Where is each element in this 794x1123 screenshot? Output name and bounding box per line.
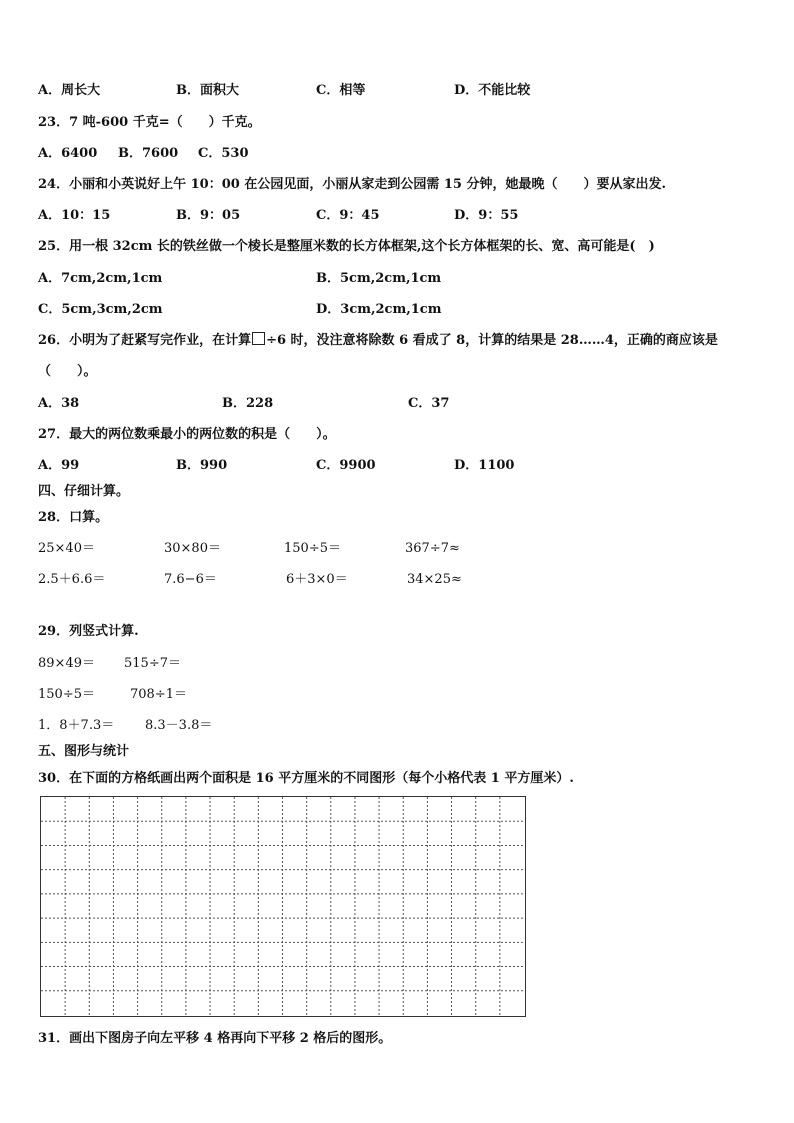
q29-r1-c1: 89×49＝ [38, 656, 95, 671]
q28-r2-c1: 2.5＋6.6＝ [38, 572, 106, 587]
q29-r1-c2: 515÷7＝ [124, 656, 181, 671]
q25-option-a[interactable]: A．7cm,2cm,1cm [38, 271, 163, 286]
q26-stem-before: 26．小明为了赶紧写完作业，在计算 [38, 333, 252, 348]
grid-lines [41, 797, 524, 1015]
q26-stem-after: ÷6 时，没注意将除数 6 看成了 8，计算的结果是 28……4，正确的商应该是 [266, 333, 718, 348]
q22-option-b[interactable]: B．面积大 [176, 83, 239, 98]
q25-option-c[interactable]: C．5cm,3cm,2cm [38, 302, 163, 317]
q26-stem-line2: （ ）。 [38, 364, 97, 379]
q29-stem: 29．列竖式计算. [38, 624, 139, 639]
q28-r1-c2: 30×80＝ [164, 541, 221, 556]
q23-option-b[interactable]: B．7600 [118, 146, 179, 161]
q27-option-a[interactable]: A．99 [38, 458, 80, 473]
q25-stem: 25．用一根 32cm 长的铁丝做一个棱长是整厘米数的长方体框架,这个长方体框架的长、宽、高可能是( ) [38, 239, 655, 254]
q27-stem: 27．最大的两位数乘最小的两位数的积是（ ）。 [38, 427, 336, 442]
q28-r2-c2: 7.6−6＝ [164, 572, 217, 587]
q23-option-c[interactable]: C．530 [198, 146, 249, 161]
q28-r1-c4: 367÷7≈ [405, 541, 460, 556]
q28-r1-c1: 25×40＝ [38, 541, 95, 556]
q23-stem: 23．7 吨-600 千克=（ ）千克。 [38, 115, 261, 130]
blank-box-icon [252, 332, 265, 345]
q29-r2-c1: 150÷5＝ [38, 687, 95, 702]
q31-stem: 31．画出下图房子向左平移 4 格再向下平移 2 格后的图形。 [38, 1031, 392, 1046]
section-5-heading: 五、图形与统计 [38, 744, 130, 759]
q22-option-a[interactable]: A．周长大 [38, 83, 101, 98]
q29-r3-c2: 8.3－3.8＝ [145, 718, 213, 733]
q27-option-c[interactable]: C．9900 [316, 458, 376, 473]
q24-stem: 24．小丽和小英说好上午 10：00 在公园见面，小丽从家走到公园需 15 分钟，她最晚（ ）要从家出发. [38, 177, 666, 192]
q29-r3-c1: 1．8＋7.3＝ [38, 718, 115, 733]
q27-option-d[interactable]: D．1100 [454, 458, 515, 473]
q30-stem: 30．在下面的方格纸画出两个面积是 16 平方厘米的不同图形（每个小格代表 1 平方厘米）. [38, 771, 574, 786]
q26-stem [38, 332, 718, 350]
q25-option-d[interactable]: D．3cm,2cm,1cm [316, 302, 442, 317]
q22-option-d[interactable]: D．不能比较 [454, 83, 531, 98]
q26-option-b[interactable]: B．228 [222, 396, 274, 411]
graph-paper-grid[interactable] [40, 796, 526, 1017]
q24-option-b[interactable]: B．9：05 [176, 208, 241, 223]
q28-r2-c3: 6＋3×0＝ [286, 572, 348, 587]
q26-option-a[interactable]: A．38 [38, 396, 80, 411]
q28-stem: 28．口算。 [38, 510, 109, 525]
q24-option-d[interactable]: D．9：55 [454, 208, 519, 223]
q25-option-b[interactable]: B．5cm,2cm,1cm [316, 271, 442, 286]
q29-r2-c2: 708÷1＝ [130, 687, 187, 702]
q26-option-c[interactable]: C．37 [408, 396, 450, 411]
q28-r2-c4: 34×25≈ [407, 572, 462, 587]
q22-option-c[interactable]: C．相等 [316, 83, 366, 98]
q27-option-b[interactable]: B．990 [176, 458, 228, 473]
q24-option-c[interactable]: C．9：45 [316, 208, 380, 223]
q24-option-a[interactable]: A．10：15 [38, 208, 111, 223]
q23-option-a[interactable]: A．6400 [38, 146, 98, 161]
q28-r1-c3: 150÷5＝ [284, 541, 341, 556]
section-4-heading: 四、仔细计算。 [38, 484, 130, 499]
